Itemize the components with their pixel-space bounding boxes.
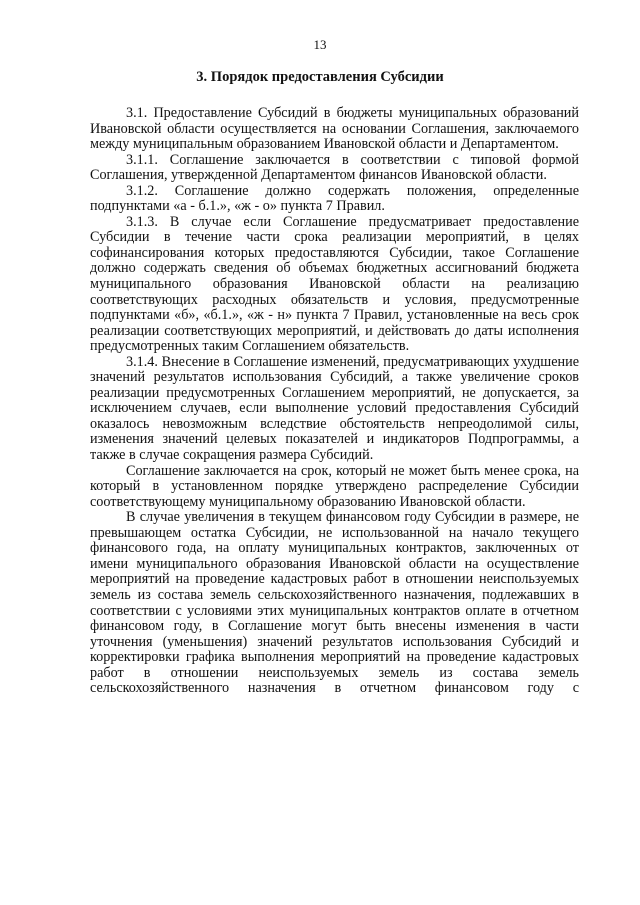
section-heading: 3. Порядок предоставления Субсидии (196, 69, 444, 85)
paragraph-3-1-2: 3.1.2. Соглашение должно содержать положения, определенные подпунктами «а - б.1.», «ж - о» пункта 7 Правил. (90, 182, 579, 215)
paragraph-3-1-3: 3.1.3. В случае если Соглашение предусматривает предоставление Субсидии в течение части срока реализации мероприятий, в целях софинансирования которых предоставляются Субсидии, такое Соглашение должно содержать сведения об объемах бюджетных ассигнований бюджета муниципального образования Ивановской области на реализацию соответствующих расходных обязательств и условия, предусмотренные подпунктами «б», «б.1.», «ж - н» пункта 7 Правил, установленные на весь срок реализации соответствующих мероприятий, и действовать до даты исполнения предусмотренных таким Соглашением обязательств. (90, 213, 579, 355)
paragraph-3-1-4: 3.1.4. Внесение в Соглашение изменений, предусматривающих ухудшение значений результатов использования Субсидий, а также увеличение сроков реализации предусмотренных Соглашением мероприятий, не допускается, за исключением случаев, если выполнение условий предоставления Субсидий оказалось невозможным вследствие обстоятельств непреодолимой силы, изменения значений целевых показателей и индикаторов Подпрограммы, а также в случае сокращения размера Субсидий. (90, 353, 579, 464)
paragraph-3-1-1: 3.1.1. Соглашение заключается в соответствии с типовой формой Соглашения, утвержденной Департаментом финансов Ивановской области. (90, 151, 579, 184)
paragraph-3-1: 3.1. Предоставление Субсидий в бюджеты муниципальных образований Ивановской области осуществляется на основании Соглашения, заключаемого между муниципальным образованием Ивановской области и Департаментом. (90, 105, 579, 153)
document-body (90, 106, 579, 697)
page-number: 13 (313, 37, 327, 52)
paragraph-agreement-term: Соглашение заключается на срок, который не может быть менее срока, на который в установленном порядке утверждено распределение Субсидии соответствующему муниципальному образованию Ивановской области. (90, 462, 579, 510)
paragraph-subsidy-increase: В случае увеличения в текущем финансовом году Субсидии в размере, не превышающем остатка Субсидии, не использованной на начало текущего финансового года, на оплату муниципальных контрактов, заключенных от имени муниципального образования Ивановской области на осуществление мероприятий на проведение кадастровых работ в отношении неиспользуемых земель из состава земель сельскохозяйственного назначения, подлежавших в соответствии с условиями этих муниципальных контрактов оплате в отчетном финансовом году, в Соглашение могут быть внесены изменения в части уточнения (уменьшения) значений результатов использования Субсидий и корректировки графика выполнения мероприятий на проведение кадастровых работ в отношении неиспользуемых земель из состава земель сельскохозяйственного назначения в отчетном финансовом году с (90, 509, 579, 697)
